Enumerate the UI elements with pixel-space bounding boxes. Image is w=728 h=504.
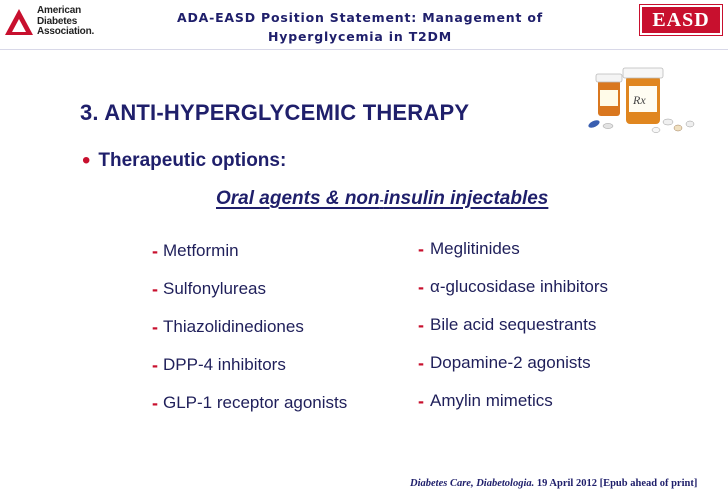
list-item — [152, 346, 347, 384]
list-item — [152, 308, 347, 346]
ada-triangle-icon — [4, 8, 34, 36]
easd-logo: EASD — [640, 5, 722, 35]
list-item — [418, 382, 608, 420]
header-title-line1: ADA-EASD Position Statement: Management of — [176, 10, 543, 25]
header-divider — [0, 49, 728, 50]
list-dash: - — [152, 278, 158, 299]
ada-logo-text — [37, 6, 94, 38]
list-item — [152, 270, 347, 308]
list-dash: - — [152, 240, 158, 261]
list-item — [152, 232, 347, 270]
drug-name: Amylin mimetics — [430, 391, 553, 410]
slide-header — [0, 0, 728, 50]
drug-name: Bile acid sequestrants — [430, 315, 597, 334]
pill-bottles-icon — [586, 64, 704, 140]
bullet-label: Therapeutic options: — [98, 150, 287, 171]
section-title: 3. ANTI-HYPERGLYCEMIC THERAPY — [80, 100, 470, 125]
bullet-dot-icon: • — [82, 147, 91, 174]
rx-label: Rx — [633, 93, 646, 107]
citation-date: 19 April 2012 [Epub ahead of print] — [536, 478, 698, 489]
ada-logo-line: Diabetes — [37, 15, 78, 27]
list-item — [418, 230, 608, 268]
subheading-part2: insulin injectables — [383, 188, 549, 209]
list-dash: - — [418, 352, 424, 373]
list-item — [152, 384, 347, 422]
ada-logo — [4, 4, 104, 40]
ada-logo-line: American — [37, 5, 81, 16]
list-dash: - — [152, 316, 158, 337]
list-dash: - — [418, 238, 424, 259]
list-dash: - — [152, 354, 158, 375]
drug-name: Dopamine-2 agonists — [430, 353, 591, 372]
drug-name: α-glucosidase inhibitors — [430, 277, 609, 296]
drug-name: Thiazolidinediones — [163, 317, 304, 336]
list-dash: - — [418, 314, 424, 335]
list-dash: - — [418, 390, 424, 411]
subheading — [216, 188, 548, 210]
drug-name: Meglitinides — [430, 239, 520, 258]
subheading-part1: Oral agents & non — [216, 188, 380, 209]
citation — [410, 478, 697, 489]
subheading-hyphen: - — [379, 193, 384, 207]
therapeutic-options-bullet — [82, 147, 287, 174]
left-drug-list — [152, 232, 347, 422]
list-item — [418, 306, 608, 344]
list-item — [418, 268, 608, 306]
drug-name: DPP-4 inhibitors — [163, 355, 286, 374]
header-title-line2: Hyperglycemia in T2DM — [268, 29, 452, 44]
list-dash: - — [418, 276, 424, 297]
drug-name: Sulfonylureas — [163, 279, 267, 298]
list-item — [418, 344, 608, 382]
list-dash: - — [152, 392, 158, 413]
drug-name: GLP-1 receptor agonists — [163, 393, 348, 412]
header-title — [150, 8, 570, 46]
prescription-bottles-image — [586, 64, 704, 140]
right-drug-list — [418, 230, 608, 420]
ada-logo-line: Association. — [37, 26, 95, 37]
drug-name: Metformin — [163, 241, 239, 260]
citation-journals: Diabetes Care, Diabetologia. — [410, 478, 535, 489]
